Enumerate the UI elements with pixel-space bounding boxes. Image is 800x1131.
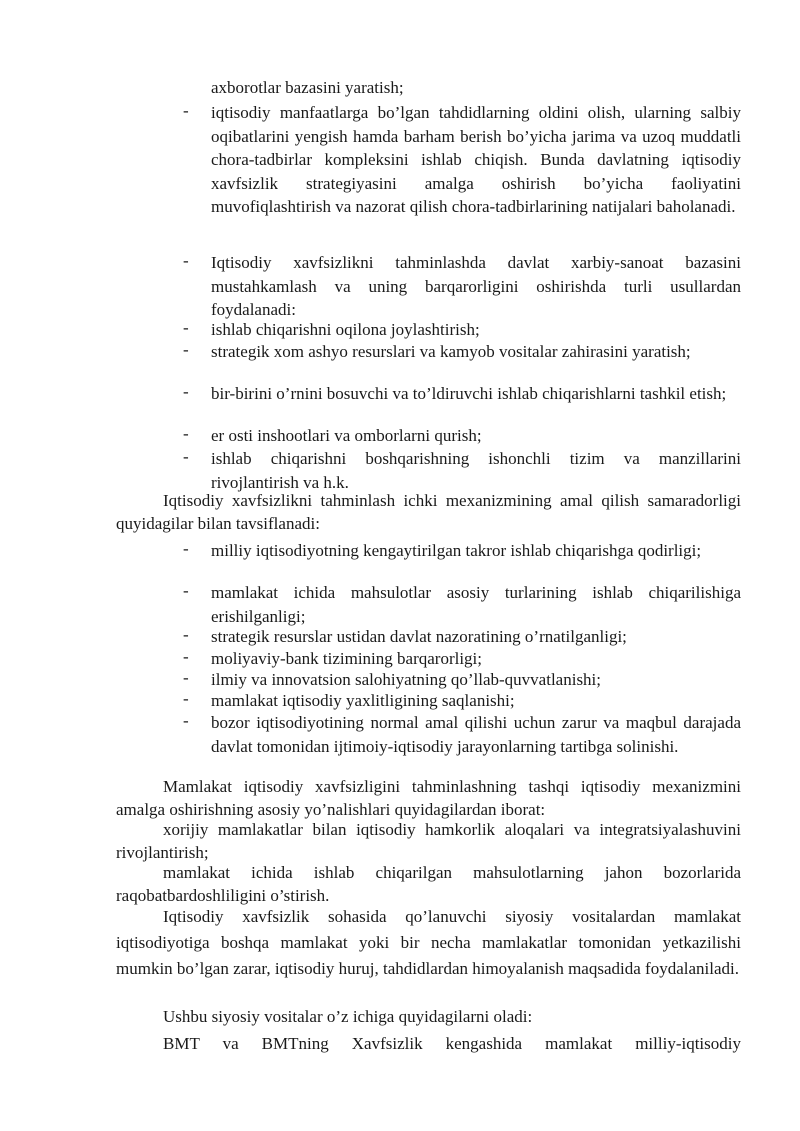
bullet-dash: - (183, 382, 189, 401)
list-item (183, 711, 741, 758)
list-item (183, 318, 741, 342)
list-item-text: iqtisodiy manfaatlarga bo’lgan tahdidlarning oldini olish, ularning salbiy oqibatlarini yengish hamda barham berish bo’yicha jarima va uzoq muddatli chora-tadbirlar kompleksini ishlab chiqish. Bunda davlatning iqtisodiy xavfsizlik strategiyasini amalga oshirish bo’yicha faoliyatini muvofiqlashtirish va nazorat qilish chora-tadbirlarining natijalari baholanadi. (211, 103, 741, 216)
paragraph: Iqtisodiy xavfsizlik sohasida qo’lanuvchi siyosiy vositalardan mamlakat iqtisodiyotiga boshqa mamlakat yoki bir necha mamlakatlar tomonidan yetkazilishi mumkin bo’lgan zarar, iqtisodiy huruj, tahdidlardan himoyalanish maqsadida foydalaniladi. (116, 907, 741, 978)
list-item-text: mamlakat ichida mahsulotlar asosiy turlarining ishlab chiqarilishiga erishilganligi; (211, 583, 741, 626)
list-item (183, 668, 741, 692)
bullet-dash: - (183, 711, 189, 730)
paragraph: Mamlakat iqtisodiy xavfsizligini tahminlashning tashqi iqtisodiy mexanizmini amalga oshirishning asosiy yo’nalishlari quyidagilardan iborat: (116, 777, 741, 819)
bullet-dash: - (183, 447, 189, 466)
bullet-dash: - (183, 625, 189, 644)
bullet-dash: - (183, 101, 189, 120)
list-item-text: ishlab chiqarishni oqilona joylashtirish; (211, 320, 480, 339)
list-item-text: Iqtisodiy xavfsizlikni tahminlashda davlat xarbiy-sanoat bazasini mustahkamlash va uning barqarorligini oshirishda turli usullardan foydalanadi: (211, 253, 741, 319)
list-item (183, 251, 741, 322)
list-item (183, 581, 741, 628)
bullet-dash: - (183, 340, 189, 359)
list-item-text: er osti inshootlari va omborlarni qurish; (211, 426, 482, 445)
list-item-text: strategik resurslar ustidan davlat nazoratining o’rnatilganligi; (211, 627, 627, 646)
paragraph: mamlakat ichida ishlab chiqarilgan mahsulotlarning jahon bozorlarida raqobatbardoshliligini o’stirish. (116, 863, 741, 905)
list-item (183, 447, 741, 494)
list-item (183, 340, 741, 364)
list-continuation: axborotlar bazasini yaratish; (211, 78, 404, 97)
list-item (183, 689, 741, 713)
list-item-text: mamlakat iqtisodiy yaxlitligining saqlanishi; (211, 691, 515, 710)
list-item-text: strategik xom ashyo resurslari va kamyob vositalar zahirasini yaratish; (211, 342, 691, 361)
list-item-text: ishlab chiqarishni boshqarishning ishonchli tizim va manzillarini rivojlantirish va h.k. (211, 449, 741, 492)
bullet-dash: - (183, 581, 189, 600)
bullet-dash: - (183, 539, 189, 558)
list-item-text: ilmiy va innovatsion salohiyatning qo’llab-quvvatlanishi; (211, 670, 602, 689)
bullet-dash: - (183, 689, 189, 708)
list-item-text: moliyaviy-bank tizimining barqarorligi; (211, 649, 482, 668)
list-item-text: milliy iqtisodiyotning kengaytirilgan takror ishlab chiqarishga qodirligi; (211, 541, 702, 560)
paragraph: BMT va BMTning Xavfsizlik kengashida mamlakat milliy-iqtisodiy (163, 1034, 741, 1053)
bullet-dash: - (183, 318, 189, 337)
paragraph: Iqtisodiy xavfsizlikni tahminlash ichki mexanizmining amal qilish samaradorligi quyidagilar bilan tavsiflanadi: (116, 491, 741, 533)
list-item-text: bir-birini o’rnini bosuvchi va to’ldiruvchi ishlab chiqarishlarni tashkil etish; (211, 384, 727, 403)
bullet-dash: - (183, 668, 189, 687)
bullet-dash: - (183, 424, 189, 443)
list-item (183, 424, 741, 448)
paragraph: xorijiy mamlakatlar bilan iqtisodiy hamkorlik aloqalari va integratsiyalashuvini rivojlantirish; (116, 820, 741, 862)
bullet-dash: - (183, 647, 189, 666)
paragraph: Ushbu siyosiy vositalar o’z ichiga quyidagilarni oladi: (163, 1007, 533, 1026)
list-item-text: bozor iqtisodiyotining normal amal qilishi uchun zarur va maqbul darajada davlat tomonidan ijtimoiy-iqtisodiy jarayonlarning tartibga solinishi. (211, 713, 741, 756)
bullet-dash: - (183, 251, 189, 270)
list-item (183, 539, 741, 563)
list-item (183, 101, 741, 219)
list-item (183, 647, 741, 671)
list-item (183, 382, 741, 406)
list-item (183, 625, 741, 649)
